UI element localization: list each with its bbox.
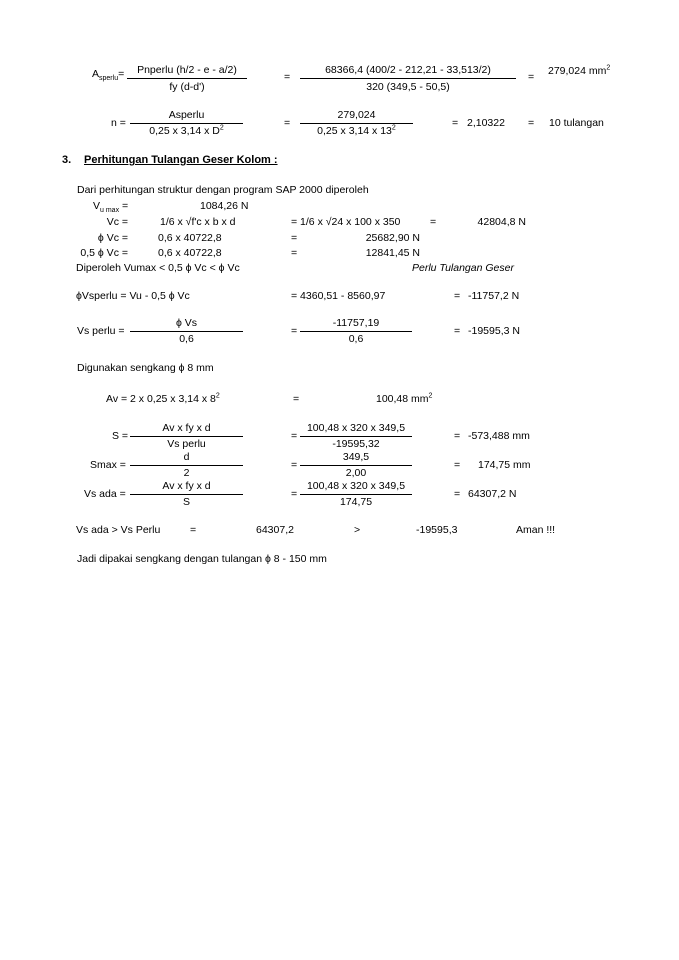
equals-sign: = [190,524,197,536]
halfphivc-label: 0,5 ϕ Vc = [80,247,128,259]
fraction-line [130,494,243,495]
halfphivc-formula: 0,6 x 40722,8 [158,247,222,259]
vsperlu-calc-numerator: -11757,19 [332,317,380,329]
smax-calc-denominator: 2,00 [345,467,367,479]
fraction-line [300,465,412,466]
vsada-value: 64307,2 N [468,488,517,500]
asperlu-label: $A_{sperlu}=$ [92,68,125,83]
s-label: S = [112,430,129,442]
vsada-formula-numerator: Av x fy x d [162,480,211,492]
vumax-label: $V_{u max}$ = [93,200,129,215]
conclusion-text: Jadi dipakai sengkang dengan tulangan ϕ 8 - 150 mm [77,553,327,565]
vc-calc: = 1/6 x √24 x 100 x 350 [291,216,401,228]
vc-label: Vc = [106,216,128,228]
asperlu-formula-denominator: fy (d-d') [169,81,205,93]
equals-sign: = [291,459,298,471]
phivc-formula: 0,6 x 40722,8 [158,232,222,244]
smax-calc-numerator: 349,5 [342,451,370,463]
s-formula-numerator: Av x fy x d [162,422,211,434]
n-formula-denominator: 0,25 x 3,14 x $D^2$ [149,124,224,137]
halfphivc-value: 12841,45 N [365,247,420,259]
compare-vs-perlu: -19595,3 [416,524,458,536]
equals-sign: = [291,488,298,500]
fraction-line [300,494,412,495]
smax-formula-numerator: d [183,451,190,463]
vsperlu-formula-denominator: 0,6 [179,333,194,345]
equals-sign: = [454,290,461,302]
s-calc-numerator: 100,48 x 320 x 349,5 [306,422,406,434]
phivc-label: ϕ Vc = [97,232,128,244]
section-number: 3. [62,154,72,166]
s-calc-denominator: -19595,32 [332,438,380,450]
asperlu-calc-denominator: 320 (349,5 - 50,5) [366,81,450,93]
equals-sign: = [454,488,461,500]
n-formula-numerator: Asperlu [168,109,205,121]
equals-sign: = [454,430,461,442]
vsperlu-label: Vs perlu = [77,325,125,337]
condition-text: Diperoleh Vumax < 0,5 ϕ Vc < ϕ Vc [76,262,240,274]
asperlu-calc-numerator: 68366,4 (400/2 - 212,21 - 33,513/2) [325,64,491,76]
phivsperlu-calc: = 4360,51 - 8560,97 [291,290,386,302]
equals-sign: = [291,247,298,259]
vsada-formula-denominator: S [182,496,190,508]
n-result-count: 10 tulangan [549,117,604,129]
fraction-line [300,123,413,124]
fraction-line [130,123,243,124]
condition-note: Perlu Tulangan Geser [412,262,514,274]
n-result: 2,10322 [467,117,505,129]
phivsperlu-value: -11757,2 N [468,290,520,302]
compare-label: Vs ada > Vs Perlu [76,524,161,536]
n-calc-denominator: 0,25 x 3,14 x $13^2$ [317,124,396,137]
smax-value: 174,75 mm [478,459,531,471]
equals-sign: = [430,216,437,228]
fraction-line [300,78,516,79]
phivc-value: 25682,90 N [365,232,420,244]
equals-sign: = [454,325,461,337]
fraction-line [300,331,412,332]
vsperlu-formula-numerator: ϕ Vs [175,317,198,329]
fraction-line [130,331,243,332]
vsperlu-calc-denominator: 0,6 [348,333,364,345]
fraction-line [300,436,412,437]
greater-than-sign: > [354,524,361,536]
equals-sign: = [452,117,459,129]
smax-formula-denominator: 2 [183,467,190,479]
equals-sign: = [291,430,298,442]
safety-status: Aman !!! [516,524,556,536]
fraction-line [130,465,243,466]
asperlu-formula-numerator: Pnperlu (h/2 - e - a/2) [137,64,237,76]
fraction-line [127,78,247,79]
sengkang-text: Digunakan sengkang ϕ 8 mm [77,362,214,374]
s-value: -573,488 mm [468,430,530,442]
equals-sign: = [528,117,535,129]
vc-value: 42804,8 N [477,216,526,228]
s-formula-denominator: Vs perlu [167,438,206,450]
n-label: n = [111,117,126,129]
av-value: 100,48 $mm^2$ [376,392,433,405]
compare-vs-ada: 64307,2 [256,524,294,536]
asperlu-result: 279,024 $mm^2$ [548,64,611,77]
vsada-calc-denominator: 174,75 [339,496,373,508]
smax-label: Smax = [90,459,126,471]
vumax-value: 1084,26 N [200,200,249,212]
vsperlu-value: -19595,3 N [468,325,520,337]
vsada-calc-numerator: 100,48 x 320 x 349,5 [306,480,406,492]
equals-sign: = [284,117,291,129]
section-title: Perhitungan Tulangan Geser Kolom : [84,154,278,166]
fraction-line [130,436,243,437]
equals-sign: = [291,232,298,244]
intro-text: Dari perhitungan struktur dengan program SAP 2000 diperoleh [77,184,369,196]
phivsperlu-label: ϕVsperlu = Vu - 0,5 ϕ Vc [76,290,190,302]
vc-formula: 1/6 x √f'c x b x d [160,216,236,228]
equals-sign: = [454,459,461,471]
equals-sign: = [293,393,300,405]
equals-sign: = [284,71,291,83]
equals-sign: = [528,71,535,83]
equals-sign: = [291,325,298,337]
vsada-label: Vs ada = [84,488,126,500]
av-formula: Av = 2 x 0,25 x 3,14 x $8^2$ [106,392,220,405]
n-calc-numerator: 279,024 [337,109,376,121]
